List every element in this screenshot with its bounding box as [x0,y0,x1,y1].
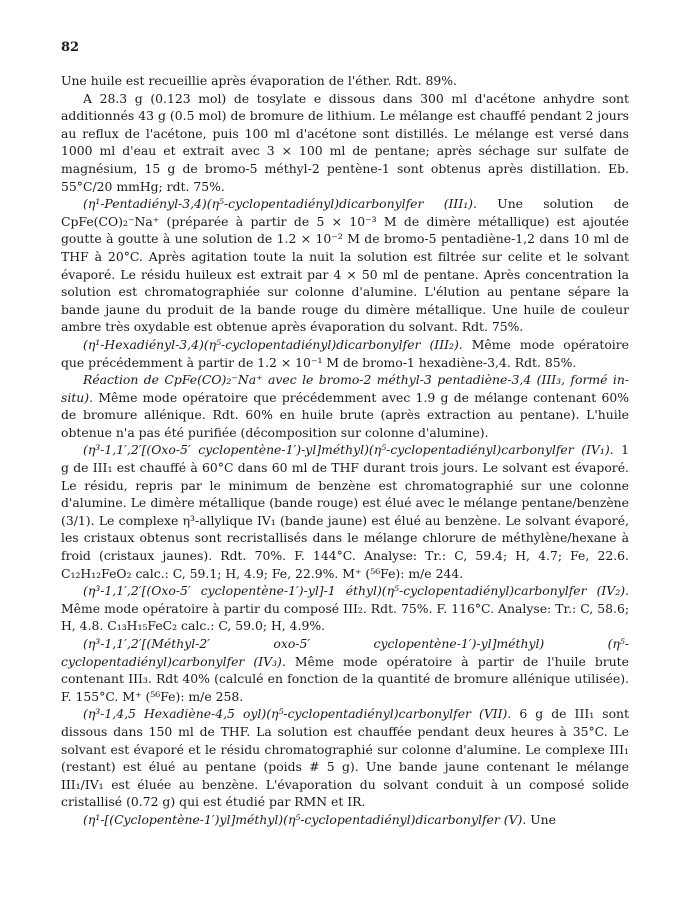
section-text: Même mode opératoire que précédemment avec 1.9 g de mélange contenant 60% de bromure allénique. Rdt. 60% en huile brute (après extraction au pentane). L'huile obtenue n'a pas été purifiée (décomposition sur colonne d'alumine). [61,389,629,440]
page-number: 82 [61,40,80,55]
section-title: (η¹-Hexadiényl-3,4)(η⁵-cyclopentadiényl)dicarbonylfer (III₂). [83,336,463,352]
section-title: (η³-1,4,5 Hexadiène-4,5 oyl)(η⁵-cyclopentadiényl)carbonylfer (VII). [83,706,512,722]
section-compound-VII [61,705,629,811]
paragraph-bromide-synthesis: A 28.3 g (0.123 mol) de tosylate e dissous dans 300 ml d'acétone anhydre sont additionnés 43 g (0.5 mol) de bromure de lithium. Le mélange est chauffé pendant 2 jours au reflux de l'acétone, puis 100 ml d'acétone sont distillés. Le mélange est versé dans 1000 ml d'eau et extrait avec 3 × 100 ml de pentane; après séchage sur sulfate de magnésium, 15 g de bromo-5 méthyl-2 pentène-1 sont obtenus après distillation. Eb. 55°C/20 mmHg; rdt. 75%. [61,90,629,194]
section-text: Même mode opératoire que précédemment à partir de 1.2 × 10⁻¹ M de bromo-1 hexadiène-3,4. Rdt. 85%. [61,336,629,370]
section-text: Une [526,811,556,827]
section-compound-V [61,811,629,829]
section-compound-IV2 [61,582,629,635]
section-title: (η³-1,1′,2′[(Oxo-5′ cyclopentène-1′)-yl]-1 éthyl)(η⁵-cyclopentadiényl)carbonylfer (IV₂). [83,583,629,599]
section-title: (η¹-[(Cyclopentène-1′)yl]méthyl)(η⁵-cyclopentadiényl)dicarbonylfer (V). [83,811,527,827]
section-text: Même mode opératoire à partir du composé III₂. Rdt. 75%. F. 116°C. Analyse: Tr.: C, 58.6; H, 4.8. C₁₃H₁₅FeC₂ calc.: C, 59.0; H, 4.9%. [61,600,629,634]
section-text: Une solution de CpFe(CO)₂⁻Na⁺ (préparée à partir de 5 × 10⁻³ M de dimère métallique) est ajoutée goutte à goutte à une solution de 1.2 × 10⁻² M de bromo-5 pentadiène-1,2 dans 10 ml de THF à 20°C. Après agitation toute la nuit la solution est filtrée sur celite et le solvant évaporé. Le résidu huileux est extrait par 4 × 50 ml de pentane. Après concentration la solution est chromatographiée sur colonne d'alumine. L'élution au pentane sépare la bande jaune du produit de la bande rouge du dimère métallique. Une huile de couleur ambre très oxydable est obtenue après évaporation du solvant. Rdt. 75%. [61,196,629,335]
section-compound-III3 [61,371,629,441]
paragraph-ether-recovery: Une huile est recueillie après évaporation de l'éther. Rdt. 89%. [61,73,457,88]
section-text: 6 g de III₁ sont dissous dans 150 ml de THF. La solution est chauffée pendant deux heures à 35°C. Le solvant est évaporé et le résidu chromatographié sur colonne d'alumine. Le complexe III₁ (restant) est élué au pentane (poids # 5 g). Une bande jaune contenant le mélange III₁/IV₁ est éluée au benzène. L'évaporation du solvant conduit à un composé solide cristallisé (0.72 g) qui est étudié par RMN et IR. [61,706,630,810]
body-text [61,72,629,829]
section-compound-IV3 [61,635,629,705]
section-compound-III2 [61,336,629,371]
section-text: Même mode opératoire à partir de l'huile brute contenant III₃. Rdt 40% (calculé en fonction de la quantité de bromure allénique utilisée). F. 155°C. M⁺ (⁵⁶Fe): m/e 258. [61,653,629,704]
section-compound-IV1 [61,441,629,582]
section-title: (η³-1,1′,2′[(Oxo-5′ cyclopentène-1′)-yl]méthyl)(η⁵-cyclopentadiényl)carbonylfer (IV₁). [83,442,614,458]
section-title: (η³-1,1′,2′[(Méthyl-2′ oxo-5′ cyclopentène-1′)-yl]méthyl) (η⁵-cyclopentadiényl)carbonylfer (IV₃). [61,636,629,669]
section-text: 1 g de III₁ est chauffé à 60°C dans 60 ml de THF durant trois jours. Le solvant est évaporé. Le résidu, repris par le minimum de benzène est chromatographié sur une colonne d'alumine. Le dimère métallique (bande rouge) est élué avec le mélange pentane/benzène (3/1). Le complexe η³-allylique IV₁ (bande jaune) est élué au benzène. Le solvant évaporé, les cristaux obtenus sont recristallisés dans le mélange chlorure de méthylène/hexane à froid (cristaux jaunes). Rdt. 70%. F. 144°C. Analyse: Tr.: C, 59.4; H, 4.7; Fe, 22.6. C₁₂H₁₂FeO₂ calc.: C, 59.1; H, 4.9; Fe, 22.9%. M⁺ (⁵⁶Fe): m/e 244. [61,442,629,581]
section-compound-III1 [61,195,629,336]
section-title: Réaction de CpFe(CO)₂⁻Na⁺ avec le bromo-2 méthyl-3 pentadiène-3,4 (III₃, formé in-situ). [61,372,629,405]
section-title: (η¹-Pentadiényl-3,4)(η⁵-cyclopentadiényl)dicarbonylfer (III₁). [83,196,477,212]
